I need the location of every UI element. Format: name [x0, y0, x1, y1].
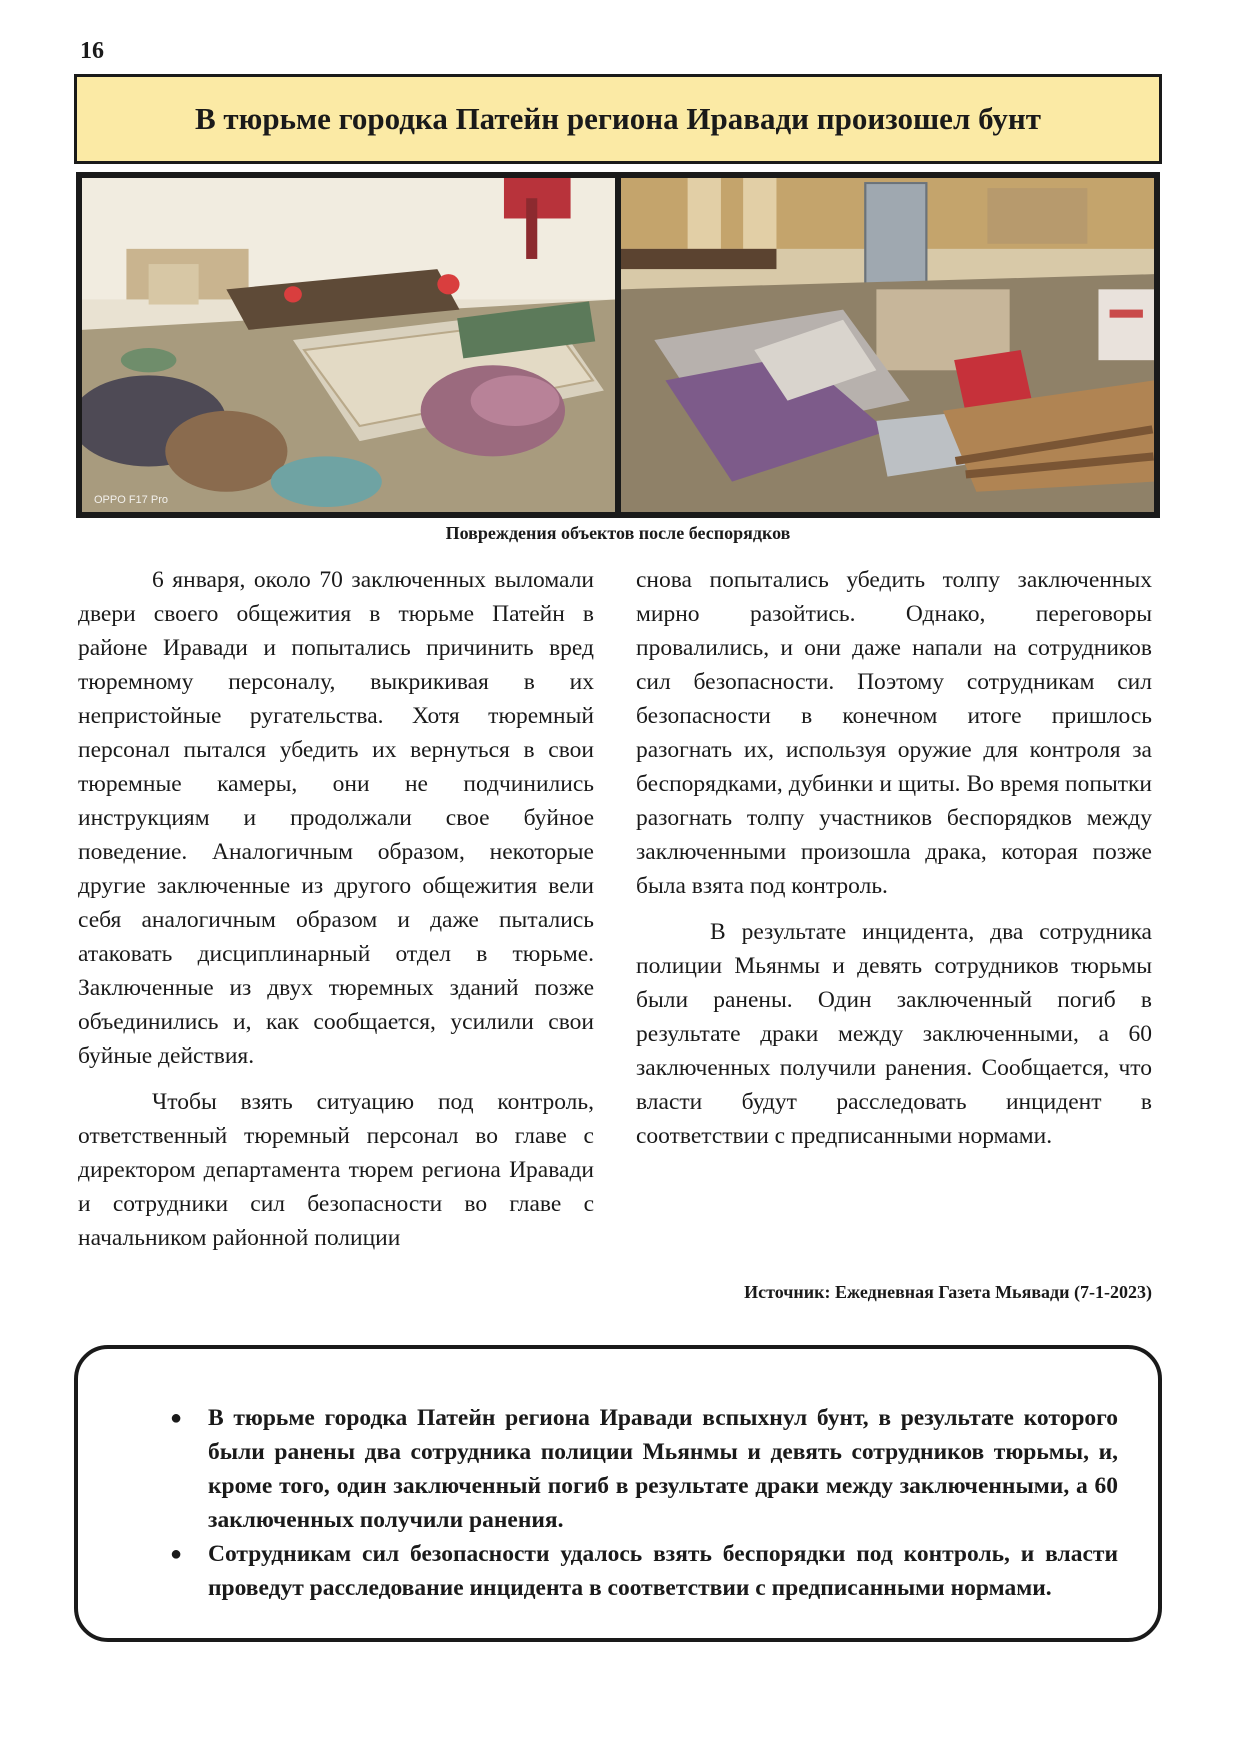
article-column-left	[78, 563, 594, 1267]
photo-damaged-dormitory-image	[82, 178, 615, 512]
article-column-right	[636, 563, 1152, 1165]
bullet-icon: ●	[170, 1407, 183, 1429]
photo-frame	[76, 172, 1160, 518]
summary-item	[170, 1401, 1118, 1537]
article-paragraph: Чтобы взять ситуацию под контроль, ответственный тюремный персонал во главе с директором департамента тюрем региона Иравади и сотрудники сил безопасности во главе с начальником районной полиции	[78, 1089, 594, 1251]
article-paragraph: 6 января, около 70 заключенных выломали двери своего общежития в тюрьме Патейн в районе Иравади и попытались причинить вред тюремному персоналу, выкрикивая в их непристойные ругательства. Хотя тюремный персонал пытался убедить их вернуться в свои тюремные камеры, они не подчинились инструкциям и продолжали свое буйное поведение. Аналогичным образом, некоторые другие заключенные из другого общежития вели себя аналогичным образом и даже пытались атаковать дисциплинарный отдел в тюрьме. Заключенные из двух тюремных зданий позже объединились и, как сообщается, усилили свои буйные действия.	[78, 567, 594, 1069]
article-paragraph: В результате инцидента, два сотрудника полиции Мьянмы и девять сотрудников тюрьмы были ранены. Один заключенный погиб в результате драки между заключенными, а 60 заключенных получили ранения. Сообщается, что власти будут расследовать инцидент в соответствии с предписанными нормами.	[636, 919, 1152, 1149]
photo-damaged-dormitory	[82, 178, 615, 512]
summary-item-text: Сотрудникам сил безопасности удалось взять беспорядки под контроль, и власти проведут расследование инцидента в соответствии с предписанными нормами.	[208, 1541, 1118, 1601]
summary-list	[100, 1401, 1118, 1605]
summary-item-text: В тюрьме городка Патейн региона Иравади вспыхнул бунт, в результате которого были ранены два сотрудника полиции Мьянмы и девять сотрудников тюрьмы, и, кроме того, один заключенный погиб в результате драки между заключенными, а 60 заключенных получили ранения.	[208, 1405, 1118, 1533]
page-number: 16	[80, 38, 104, 64]
photo-watermark: OPPO F17 Pro	[94, 494, 168, 506]
title-banner	[74, 74, 1162, 164]
summary-item	[170, 1537, 1118, 1605]
source-citation: Источник: Ежедневная Газета Мьявади (7-1-2023)	[744, 1282, 1152, 1302]
photo-damaged-office-image	[621, 178, 1154, 512]
summary-box	[74, 1345, 1162, 1642]
article-paragraph: снова попытались убедить толпу заключенных мирно разойтись. Однако, переговоры провалились, и они даже напали на сотрудников сил безопасности. Поэтому сотрудникам сил безопасности в конечном итоге пришлось разогнать их, используя оружие для контроля за беспорядками, дубинки и щиты. Во время попытки разогнать толпу участников беспорядков между заключенными произошла драка, которая позже была взята под контроль.	[636, 567, 1152, 899]
page-title: В тюрьме городка Патейн региона Иравади произошел бунт	[194, 101, 1041, 136]
photo-damaged-office	[621, 178, 1154, 512]
photo-caption: Повреждения объектов после беспорядков	[445, 523, 791, 543]
bullet-icon: ●	[170, 1543, 183, 1565]
